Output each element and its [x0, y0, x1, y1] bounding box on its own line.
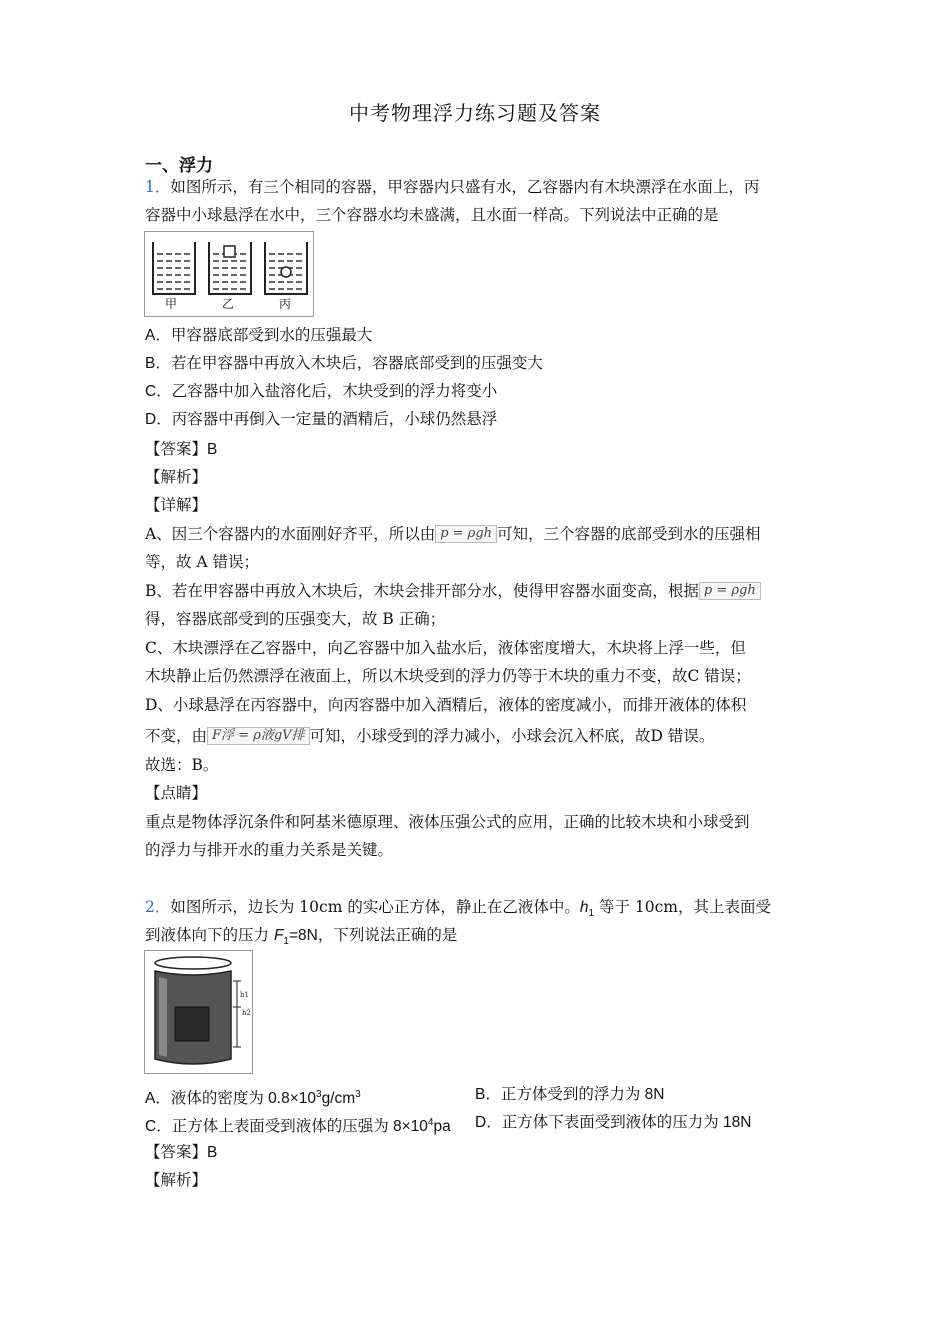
q2-opt-a-text1: A．液体的密度为 0.8×10: [145, 1090, 316, 1108]
q2-stem-text1: 如图所示，边长为 10cm 的实心正方体，静止在乙液体中。: [170, 898, 580, 916]
label-bing: 丙: [279, 297, 292, 311]
q1-option-b: B．若在甲容器中再放入木块后，容器底部受到的压强变大: [145, 355, 543, 372]
q2-answer-value: B: [207, 1144, 218, 1161]
svg-text:h2: h2: [242, 1009, 251, 1017]
q1-detail-tag: 【详解】: [145, 496, 208, 514]
q2-stem-line2: [145, 924, 457, 953]
q2-option-a: [145, 1084, 361, 1110]
detail-a1-text1: A、因三个容器内的水面刚好齐平，所以由: [145, 525, 436, 543]
q2-stem-text4: =8N，下列说法正确的是: [288, 927, 458, 944]
q2-stem-text3: 到液体向下的压力: [145, 926, 274, 944]
buoyancy-formula: F浮 = ρ液gV排: [207, 727, 310, 745]
answer-tag: 【答案】: [145, 440, 208, 458]
detail-a1-text2: 可知，三个容器的底部受到水的压强相: [497, 525, 761, 543]
q1-choose: 故选：B。: [145, 756, 219, 774]
ball-shape: [281, 267, 291, 277]
q1-detail-c2: 木块静止后仍然漂浮在液面上，所以木块受到的浮力仍等于木块的重力不变，故C 错误；: [145, 667, 751, 685]
q2-answer-tag: 【答案】: [145, 1143, 208, 1161]
q1-stem-line1: [145, 176, 759, 198]
q1-detail-d1: D、小球悬浮在丙容器中，向丙容器中加入酒精后，液体的密度减小，而排开液体的体积: [145, 696, 747, 714]
q1-point-tag: 【点睛】: [145, 784, 208, 802]
detail-d2-text2: 可知，小球受到的浮力减小，小球会沉入杯底，故D 错误。: [309, 727, 715, 745]
wood-block-shape: [224, 246, 235, 257]
q2-cube-figure: [144, 950, 253, 1074]
q1-detail-b2: 得，容器底部受到的压强变大，故 B 正确；: [145, 610, 446, 628]
q2-answer-line: [145, 1141, 217, 1164]
q1-point-line1: 重点是物体浮沉条件和阿基米德原理、液体压强公式的应用，正确的比较木块和小球受到: [145, 813, 750, 831]
q1-answer-line: [145, 438, 217, 461]
answer-value: B: [207, 441, 218, 458]
f1-subscript: 1: [283, 936, 289, 948]
q2-stem-line1: [145, 896, 771, 925]
q2-number: 2．: [145, 898, 171, 916]
q1-option-c: C．乙容器中加入盐溶化后，木块受到的浮力将变小: [145, 383, 498, 400]
label-jia: 甲: [165, 297, 178, 311]
q2-opt-a-text2: g/cm: [321, 1090, 356, 1108]
q1-detail-b1: [145, 580, 761, 602]
q2-opt-c-text1: C．正方体上表面受到液体的压强为 8×10: [145, 1118, 428, 1136]
q1-detail-c1: C、木块漂浮在乙容器中，向乙容器中加入盐水后，液体密度增大，木块将上浮一些，但: [145, 639, 746, 657]
f1-symbol: F: [273, 927, 284, 944]
q1-containers-figure: [144, 231, 314, 317]
q1-stem-line2: 容器中小球悬浮在水中，三个容器水均未盛满，且水面一样高。下列说法中正确的是: [145, 206, 719, 224]
pressure-formula-2: p = ρgh: [699, 582, 761, 600]
q2-stem-text2: 等于 10cm，其上表面受: [594, 898, 771, 916]
svg-text:h1: h1: [240, 991, 249, 999]
detail-b1-text: B、若在甲容器中再放入木块后，木块会排开部分水，使得甲容器水面变高，根据: [145, 582, 699, 600]
q1-option-d: D．丙容器中再倒入一定量的酒精后，小球仍然悬浮: [145, 411, 498, 428]
q2-opt-c-text2: pa: [433, 1118, 451, 1136]
q2-opt-a-sup2: 3: [355, 1089, 361, 1100]
h1-symbol: h: [579, 899, 589, 916]
h1-subscript: 1: [588, 908, 595, 920]
detail-d2-text1: 不变，由: [145, 727, 208, 745]
q1-detail-a2: 等，故 A 错误；: [145, 553, 260, 571]
q1-detail-d2: [145, 725, 714, 747]
q1-number: 1．: [145, 178, 171, 196]
label-yi: 乙: [222, 297, 235, 311]
q2-option-d: D．正方体下表面受到液体的压力为 18N: [475, 1114, 752, 1131]
section-heading: 一、浮力: [145, 156, 213, 176]
q1-detail-a1: [145, 523, 761, 545]
q2-option-c: [145, 1112, 451, 1138]
pressure-formula: p = ρgh: [435, 525, 497, 543]
q2-opt-c-sup: 4: [427, 1117, 434, 1128]
q1-analysis-tag: 【解析】: [145, 468, 208, 486]
q1-option-a: A．甲容器底部受到水的压强最大: [145, 327, 373, 344]
q2-opt-a-sup1: 3: [316, 1089, 322, 1100]
q1-point-line2: 的浮力与排开水的重力关系是关键。: [145, 841, 394, 859]
page-title: 中考物理浮力练习题及答案: [349, 101, 601, 125]
q1-stem-text1: 如图所示，有三个相同的容器，甲容器内只盛有水，乙容器内有木块漂浮在水面上，丙: [170, 178, 760, 196]
q2-option-b: B．正方体受到的浮力为 8N: [475, 1086, 665, 1103]
q2-cube-drawing: [145, 951, 252, 1073]
q2-analysis-tag: 【解析】: [145, 1171, 208, 1189]
